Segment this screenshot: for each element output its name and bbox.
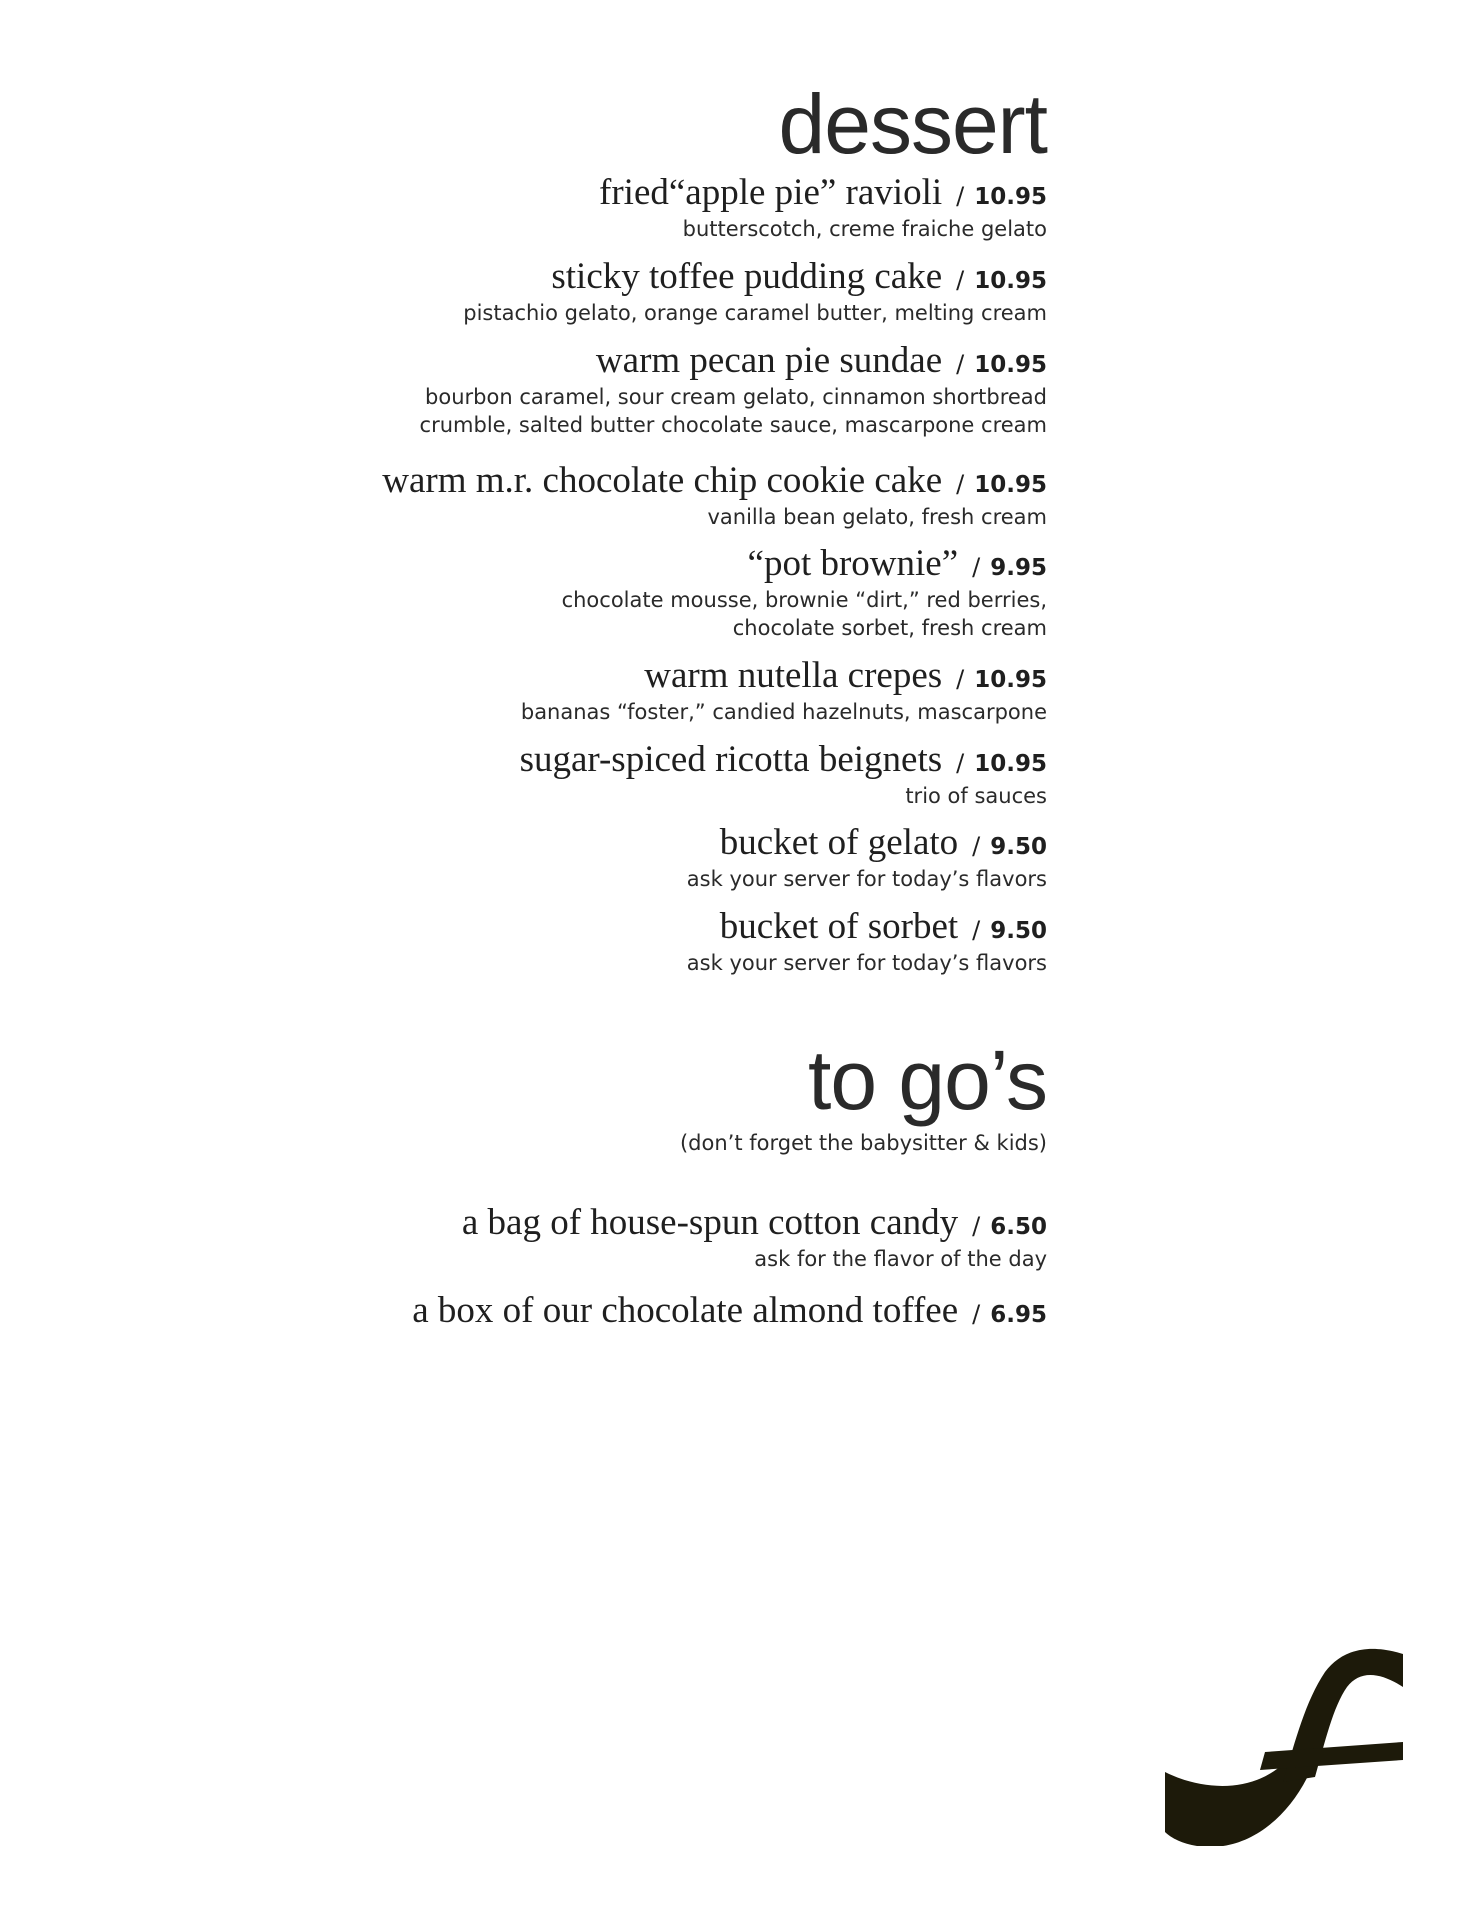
script-f-logo-icon xyxy=(1165,1642,1403,1846)
price-separator: / xyxy=(972,916,981,944)
item-name: “pot brownie” xyxy=(747,543,959,584)
price-separator: / xyxy=(956,350,965,378)
price-separator: / xyxy=(972,832,981,860)
menu-item xyxy=(147,172,1047,243)
item-description: bourbon caramel, sour cream gelato, cinnamon shortbread crumble, salted butter chocolate sauce, mascarpone cream xyxy=(419,384,1047,437)
togo-subtitle: (don’t forget the babysitter & kids) xyxy=(679,1131,1047,1155)
menu-item xyxy=(147,822,1047,893)
menu-item xyxy=(147,1202,1047,1273)
item-name: fried“apple pie” ravioli xyxy=(599,172,943,213)
price-separator: / xyxy=(972,1212,981,1240)
item-description: chocolate mousse, brownie “dirt,” red berries, chocolate sorbet, fresh cream xyxy=(561,587,1047,640)
item-description: butterscotch, creme fraiche gelato xyxy=(682,216,1047,241)
item-name: warm pecan pie sundae xyxy=(595,340,943,381)
item-description: trio of sauces xyxy=(905,783,1047,808)
menu-item xyxy=(147,460,1047,531)
price-separator: / xyxy=(972,553,981,581)
item-name: a bag of house-spun cotton candy xyxy=(461,1202,959,1243)
item-price: 10.95 xyxy=(974,352,1047,378)
item-price: 6.95 xyxy=(990,1302,1047,1328)
item-name: bucket of gelato xyxy=(719,822,959,863)
togo-section-title: to go’s xyxy=(808,1033,1047,1127)
menu-item xyxy=(147,543,1047,642)
price-separator: / xyxy=(956,266,965,294)
item-name: sticky toffee pudding cake xyxy=(551,256,943,297)
item-price: 9.50 xyxy=(990,918,1047,944)
menu-item xyxy=(147,1290,1047,1333)
price-separator: / xyxy=(972,1300,981,1328)
item-price: 10.95 xyxy=(974,472,1047,498)
menu-item xyxy=(147,256,1047,327)
item-description: bananas “foster,” candied hazelnuts, mascarpone xyxy=(520,699,1047,724)
menu-item xyxy=(147,906,1047,977)
item-name: warm nutella crepes xyxy=(644,655,943,696)
item-name: warm m.r. chocolate chip cookie cake xyxy=(382,460,943,501)
dessert-section-title: dessert xyxy=(778,77,1047,171)
item-description: ask your server for today’s flavors xyxy=(686,866,1047,891)
item-price: 10.95 xyxy=(974,184,1047,210)
item-price: 10.95 xyxy=(974,667,1047,693)
item-description: pistachio gelato, orange caramel butter, melting cream xyxy=(463,300,1047,325)
item-price: 10.95 xyxy=(974,751,1047,777)
item-name: sugar-spiced ricotta beignets xyxy=(519,739,943,780)
item-name: bucket of sorbet xyxy=(719,906,959,947)
item-price: 10.95 xyxy=(974,268,1047,294)
item-description: vanilla bean gelato, fresh cream xyxy=(707,504,1047,529)
menu-item xyxy=(147,739,1047,810)
item-price: 9.50 xyxy=(990,834,1047,860)
item-name: a box of our chocolate almond toffee xyxy=(412,1290,959,1331)
item-price: 9.95 xyxy=(990,555,1047,581)
menu-item xyxy=(147,340,1047,439)
price-separator: / xyxy=(956,749,965,777)
price-separator: / xyxy=(956,665,965,693)
price-separator: / xyxy=(956,470,965,498)
price-separator: / xyxy=(956,182,965,210)
item-description: ask your server for today’s flavors xyxy=(686,950,1047,975)
menu-item xyxy=(147,655,1047,726)
item-description: ask for the flavor of the day xyxy=(754,1246,1047,1271)
item-price: 6.50 xyxy=(990,1214,1047,1240)
